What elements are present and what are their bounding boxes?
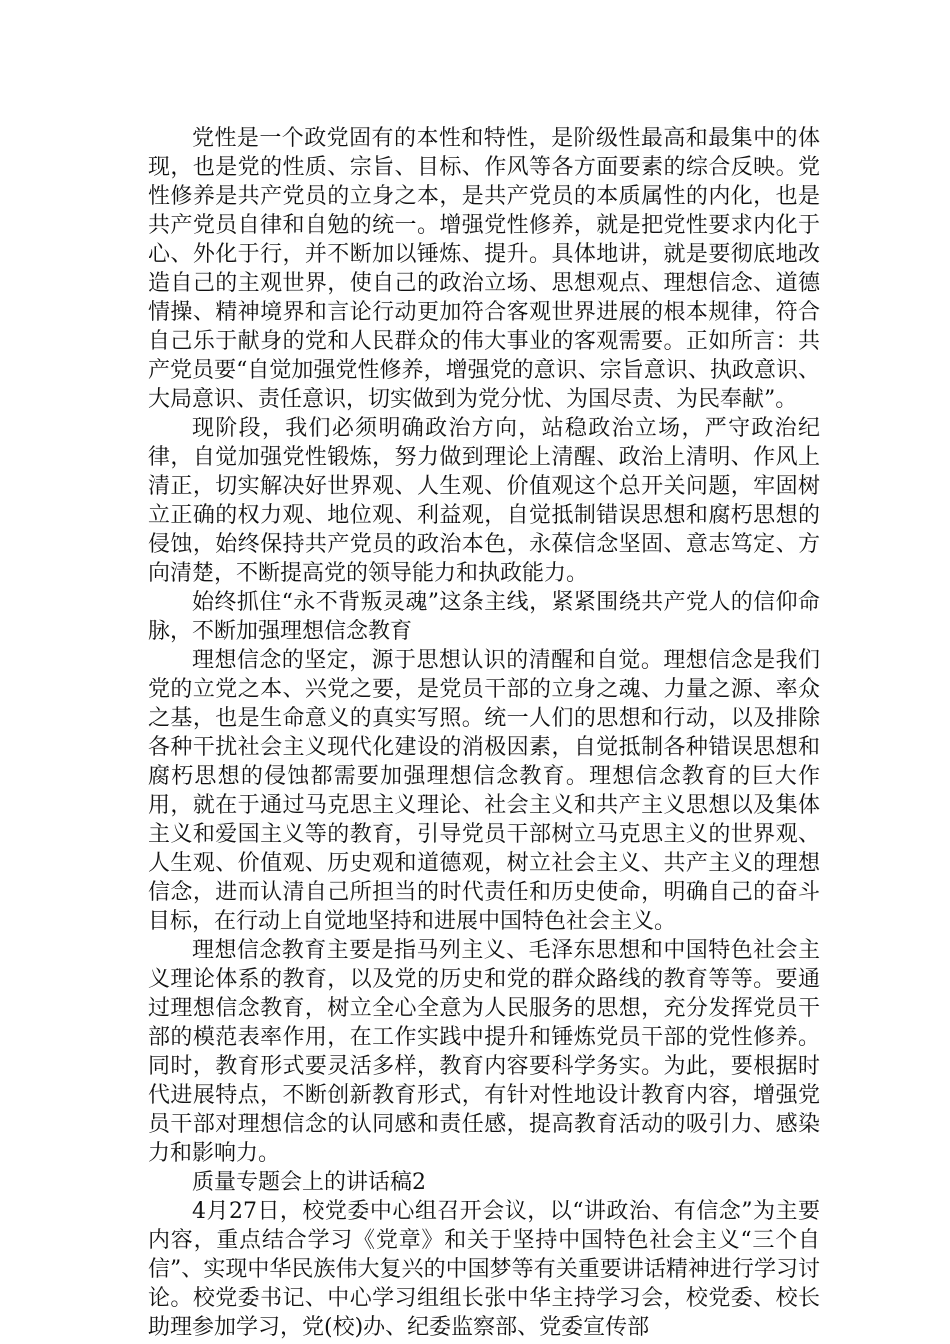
document-body [148, 124, 820, 1342]
paragraph-meeting: 4月27日，校党委中心组召开会议，以“讲政治、有信念”为主要内容，重点结合学习《党章》和关于坚持中国特色社会主义“三个自信”、实现中华民族伟大复兴的中国梦等有关重要讲话精神进行学习讨论。校党委书记、中心学习组组长张中华主持学习会，校党委、校长助理参加学习，党(校)办、纪委监察部、党委宣传部 [148, 1199, 820, 1340]
paragraph-heading-main-line: 始终抓住“永不背叛灵魂”这条主线，紧紧围绕共产党人的信仰命脉，不断加强理想信念教育 [148, 590, 820, 644]
paragraph-party-spirit: 党性是一个政党固有的本性和特性，是阶级性最高和最集中的体现，也是党的性质、宗旨、目标、作风等各方面要素的综合反映。党性修养是共产党员的立身之本，是共产党员的本质属性的内化，也是共产党员自律和自勉的统一。增强党性修养，就是把党性要求内化于心、外化于行，并不断加以锤炼、提升。具体地讲，就是要彻底地改造自己的主观世界，使自己的政治立场、思想观点、理想信念、道德情操、精神境界和言论行动更加符合客观世界进展的根本规律，符合自己乐于献身的党和人民群众的伟大事业的客观需要。正如所言：共产党员要“自觉加强党性修养，增强党的意识、宗旨意识、执政意识、大局意识、责任意识，切实做到为党分忧、为国尽责、为民奉献”。 [148, 126, 820, 412]
paragraph-education-content: 理想信念教育主要是指马列主义、毛泽东思想和中国特色社会主义理论体系的教育，以及党的历史和党的群众路线的教育等等。要通过理想信念教育，树立全心全意为人民服务的思想，充分发挥党员干部的模范表率作用，在工作实践中提升和锤炼党员干部的党性修养。同时，教育形式要灵活多样，教育内容要科学务实。为此，要根据时代进展特点，不断创新教育形式，有针对性地设计教育内容，增强党员干部对理想信念的认同感和责任感，提高教育活动的吸引力、感染力和影响力。 [148, 938, 820, 1166]
section-title: 质量专题会上的讲话稿2 [192, 1170, 426, 1195]
paragraph-current-stage: 现阶段，我们必须明确政治方向，站稳政治立场，严守政治纪律，自觉加强党性锻炼，努力做到理论上清醒、政治上清明、作风上清正，切实解决好世界观、人生观、价值观这个总开关问题，牢固树立正确的权力观、地位观、利益观，自觉抵制错误思想和腐朽思想的侵蚀，始终保持共产党员的政治本色，永葆信念坚固、意志笃定、方向清楚，不断提高党的领导能力和执政能力。 [148, 416, 820, 586]
paragraph-ideals-beliefs: 理想信念的坚定，源于思想认识的清醒和自觉。理想信念是我们党的立党之本、兴党之要，是党员干部的立身之魂、力量之源、率众之基，也是生命意义的真实写照。统一人们的思想和行动，以及排除各种干扰社会主义现代化建设的消极因素，自觉抵制各种错误思想和腐朽思想的侵蚀都需要加强理想信念教育。理想信念教育的巨大作用，就在于通过马克思主义理论、社会主义和共产主义思想以及集体主义和爱国主义等的教育，引导党员干部树立马克思主义的世界观、人生观、价值观、历史观和道德观，树立社会主义、共产主义的理想信念，进而认清自己所担当的时代责任和历史使命，明确自己的奋斗目标，在行动上自觉地坚持和进展中国特色社会主义。 [148, 648, 820, 934]
